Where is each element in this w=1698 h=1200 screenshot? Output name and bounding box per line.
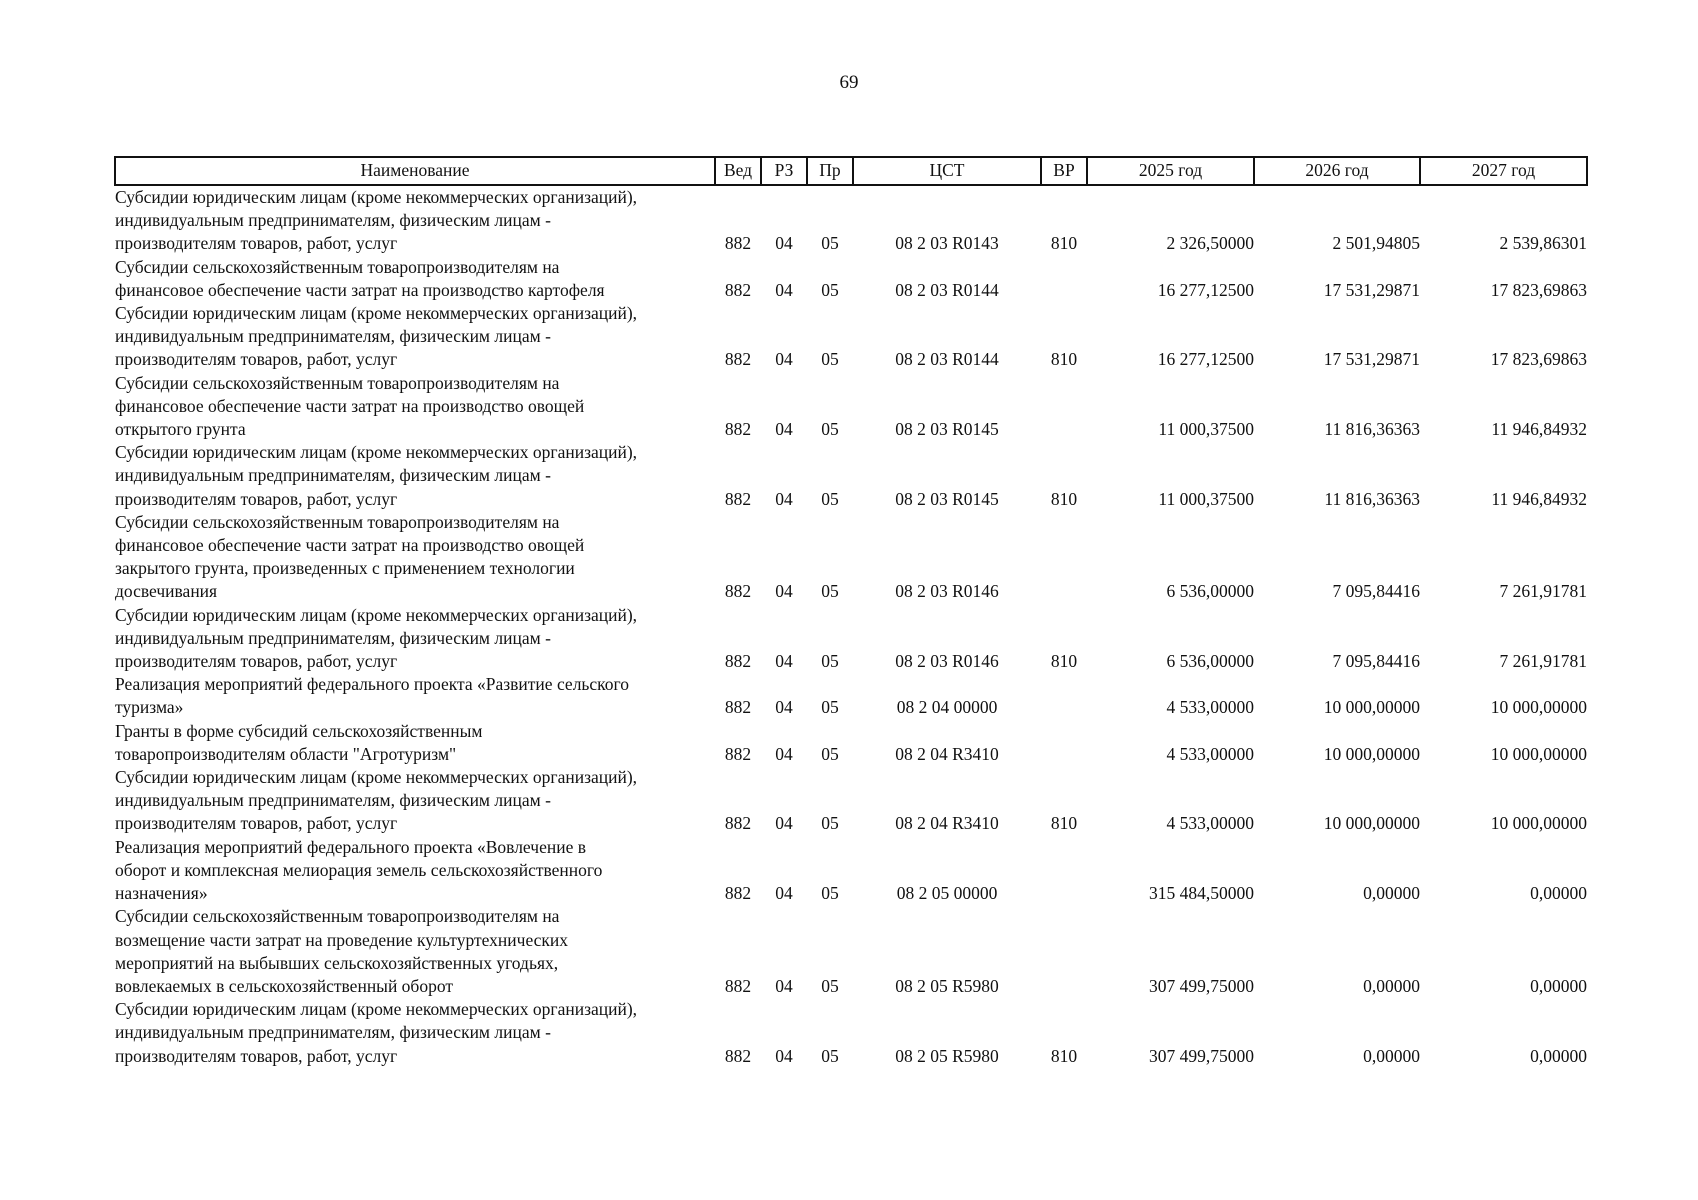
row-name: [115, 998, 715, 1068]
row-name: [115, 673, 715, 719]
table-body: [115, 185, 1587, 1068]
row-name-line: производителям товаров, работ, услуг: [115, 1045, 398, 1066]
row-name: [115, 256, 715, 302]
row-2025: 6 536,00000: [1166, 651, 1254, 672]
row-2026: 2 501,94805: [1332, 233, 1420, 254]
row-pr: 05: [821, 975, 839, 996]
row-name: [115, 604, 715, 674]
row-2027: 0,00000: [1530, 883, 1587, 904]
row-cst: 08 2 04 R3410: [895, 813, 999, 834]
row-pr: 05: [821, 1045, 839, 1066]
row-pr: 05: [821, 883, 839, 904]
row-2027: 7 261,91781: [1499, 581, 1587, 602]
row-name-line: Реализация мероприятий федерального проекта «Вовлечение в: [115, 836, 586, 857]
row-2026: 0,00000: [1363, 883, 1420, 904]
row-name-line: Субсидии юридическим лицам (кроме некоммерческих организаций),: [115, 303, 638, 324]
row-2025: 307 499,75000: [1149, 975, 1254, 996]
row-2026: 7 095,84416: [1332, 581, 1420, 602]
row-name-line: финансовое обеспечение части затрат на производство картофеля: [115, 279, 605, 300]
row-pr: 05: [821, 581, 839, 602]
row-2027: 2 539,86301: [1499, 233, 1587, 254]
row-name-line: финансовое обеспечение части затрат на производство овощей: [115, 535, 585, 556]
header-2026: 2026 год: [1254, 157, 1420, 185]
row-pr: 05: [821, 813, 839, 834]
row-2025: 11 000,37500: [1158, 419, 1254, 440]
row-cst: 08 2 03 R0143: [895, 233, 999, 254]
row-name-line: мероприятий на выбывших сельскохозяйственных угодьях,: [115, 952, 559, 973]
row-ved: 882: [724, 743, 752, 764]
row-2025: 11 000,37500: [1158, 488, 1254, 509]
row-vr: [1041, 256, 1087, 302]
row-rz: 04: [775, 975, 793, 996]
table-row: [115, 720, 1587, 766]
row-name-line: досвечивания: [115, 581, 218, 602]
row-2025: 4 533,00000: [1166, 813, 1254, 834]
row-name-line: Субсидии сельскохозяйственным товаропроизводителям на: [115, 256, 560, 277]
row-2026: 0,00000: [1363, 1045, 1420, 1066]
table-row: [115, 673, 1587, 719]
header-cst: ЦСТ: [853, 157, 1041, 185]
row-name: [115, 302, 715, 372]
row-rz: 04: [775, 581, 793, 602]
row-2027: 0,00000: [1530, 975, 1587, 996]
row-name: [115, 185, 715, 256]
row-name-line: индивидуальным предпринимателям, физическим лицам -: [115, 790, 551, 811]
row-pr: 05: [821, 279, 839, 300]
row-name-line: Субсидии юридическим лицам (кроме некоммерческих организаций),: [115, 999, 638, 1020]
row-rz: 04: [775, 651, 793, 672]
row-2027: 17 823,69863: [1490, 279, 1587, 300]
row-name-line: открытого грунта: [115, 419, 246, 440]
row-name-line: индивидуальным предпринимателям, физическим лицам -: [115, 326, 551, 347]
row-ved: 882: [724, 488, 752, 509]
row-2027: 10 000,00000: [1490, 813, 1587, 834]
row-name-line: Субсидии юридическим лицам (кроме некоммерческих организаций),: [115, 442, 638, 463]
row-pr: 05: [821, 233, 839, 254]
row-cst: 08 2 03 R0144: [895, 349, 999, 370]
row-rz: 04: [775, 233, 793, 254]
row-2027: 10 000,00000: [1490, 697, 1587, 718]
row-vr: 810: [1050, 651, 1078, 672]
row-2026: 10 000,00000: [1323, 743, 1420, 764]
row-vr: [1041, 511, 1087, 604]
table-row: [115, 256, 1587, 302]
row-ved: 882: [724, 1045, 752, 1066]
row-name-line: индивидуальным предпринимателям, физическим лицам -: [115, 465, 551, 486]
row-name: [115, 441, 715, 511]
row-vr: [1041, 372, 1087, 442]
row-cst: 08 2 03 R0144: [895, 279, 999, 300]
table-row: [115, 604, 1587, 674]
row-name-line: Гранты в форме субсидий сельскохозяйственным: [115, 720, 483, 741]
header-name: Наименование: [115, 157, 715, 185]
row-pr: 05: [821, 488, 839, 509]
row-name: [115, 836, 715, 906]
row-name-line: производителям товаров, работ, услуг: [115, 651, 398, 672]
table-row: [115, 441, 1587, 511]
row-ved: 882: [724, 419, 752, 440]
row-2025: 307 499,75000: [1149, 1045, 1254, 1066]
row-name-line: товаропроизводителям области "Агротуризм": [115, 743, 457, 764]
row-vr: 810: [1050, 233, 1078, 254]
header-row: [115, 157, 1587, 185]
row-name-line: Субсидии юридическим лицам (кроме некоммерческих организаций),: [115, 604, 638, 625]
row-2027: 11 946,84932: [1491, 488, 1587, 509]
row-rz: 04: [775, 349, 793, 370]
table-row: [115, 998, 1587, 1068]
row-pr: 05: [821, 651, 839, 672]
row-rz: 04: [775, 697, 793, 718]
row-ved: 882: [724, 975, 752, 996]
row-name-line: Субсидии сельскохозяйственным товаропроизводителям на: [115, 511, 560, 532]
row-2025: 6 536,00000: [1166, 581, 1254, 602]
row-name: [115, 720, 715, 766]
row-pr: 05: [821, 349, 839, 370]
row-vr: [1041, 720, 1087, 766]
row-2025: 2 326,50000: [1166, 233, 1254, 254]
row-name: [115, 372, 715, 442]
row-2027: 0,00000: [1530, 1045, 1587, 1066]
row-ved: 882: [724, 883, 752, 904]
row-vr: 810: [1050, 813, 1078, 834]
row-name-line: производителям товаров, работ, услуг: [115, 233, 398, 254]
row-pr: 05: [821, 697, 839, 718]
row-ved: 882: [724, 697, 752, 718]
row-name-line: производителям товаров, работ, услуг: [115, 488, 398, 509]
row-name-line: назначения»: [115, 883, 208, 904]
row-rz: 04: [775, 419, 793, 440]
row-cst: 08 2 05 00000: [896, 883, 998, 904]
row-2025: 315 484,50000: [1149, 883, 1254, 904]
table-row: [115, 836, 1587, 906]
row-name-line: индивидуальным предпринимателям, физическим лицам -: [115, 210, 551, 231]
row-ved: 882: [724, 651, 752, 672]
row-vr: [1041, 905, 1087, 998]
row-cst: 08 2 04 00000: [896, 697, 998, 718]
row-name-line: финансовое обеспечение части затрат на производство овощей: [115, 395, 585, 416]
header-ved: Вед: [715, 157, 761, 185]
row-2027: 10 000,00000: [1490, 743, 1587, 764]
row-vr: 810: [1050, 349, 1078, 370]
row-name-line: индивидуальным предпринимателям, физическим лицам -: [115, 627, 551, 648]
header-vr: ВР: [1041, 157, 1087, 185]
row-2025: 4 533,00000: [1166, 697, 1254, 718]
row-name-line: оборот и комплексная мелиорация земель сельскохозяйственного: [115, 859, 603, 880]
row-ved: 882: [724, 349, 752, 370]
row-name-line: вовлекаемых в сельскохозяйственный оборот: [115, 975, 454, 996]
row-2027: 7 261,91781: [1499, 651, 1587, 672]
row-name-line: закрытого грунта, произведенных с применением технологии: [115, 558, 575, 579]
row-2026: 11 816,36363: [1324, 488, 1420, 509]
row-2026: 0,00000: [1363, 975, 1420, 996]
row-cst: 08 2 05 R5980: [895, 1045, 999, 1066]
row-cst: 08 2 03 R0145: [895, 488, 999, 509]
row-name: [115, 766, 715, 836]
row-rz: 04: [775, 1045, 793, 1066]
header-rz: РЗ: [761, 157, 807, 185]
row-rz: 04: [775, 813, 793, 834]
row-rz: 04: [775, 488, 793, 509]
row-2026: 7 095,84416: [1332, 651, 1420, 672]
row-2026: 17 531,29871: [1323, 279, 1420, 300]
row-cst: 08 2 03 R0145: [895, 419, 999, 440]
table-row: [115, 905, 1587, 998]
row-name-line: Реализация мероприятий федерального проекта «Развитие сельского: [115, 674, 630, 695]
row-cst: 08 2 03 R0146: [895, 581, 999, 602]
row-name-line: производителям товаров, работ, услуг: [115, 349, 398, 370]
row-2026: 17 531,29871: [1323, 349, 1420, 370]
table-header: [115, 157, 1587, 185]
row-name-line: производителям товаров, работ, услуг: [115, 813, 398, 834]
budget-table: [114, 156, 1588, 1068]
row-ved: 882: [724, 279, 752, 300]
row-2026: 11 816,36363: [1324, 419, 1420, 440]
row-name-line: Субсидии юридическим лицам (кроме некоммерческих организаций),: [115, 767, 638, 788]
row-name-line: туризма»: [115, 697, 184, 718]
row-ved: 882: [724, 233, 752, 254]
row-2025: 16 277,12500: [1157, 349, 1254, 370]
row-name-line: Субсидии юридическим лицам (кроме некоммерческих организаций),: [115, 187, 638, 207]
row-vr: 810: [1050, 1045, 1078, 1066]
row-rz: 04: [775, 279, 793, 300]
row-pr: 05: [821, 419, 839, 440]
table-row: [115, 511, 1587, 604]
table-row: [115, 302, 1587, 372]
row-name-line: индивидуальным предпринимателям, физическим лицам -: [115, 1022, 551, 1043]
page-number: 69: [839, 72, 859, 93]
row-rz: 04: [775, 883, 793, 904]
row-2026: 10 000,00000: [1323, 697, 1420, 718]
header-2025: 2025 год: [1087, 157, 1254, 185]
row-2027: 17 823,69863: [1490, 349, 1587, 370]
table-row: [115, 766, 1587, 836]
row-name-line: Субсидии сельскохозяйственным товаропроизводителям на: [115, 372, 560, 393]
row-2025: 4 533,00000: [1166, 743, 1254, 764]
row-cst: 08 2 04 R3410: [895, 743, 999, 764]
row-rz: 04: [775, 743, 793, 764]
row-vr: [1041, 836, 1087, 906]
row-name: [115, 511, 715, 604]
table-row: [115, 372, 1587, 442]
row-pr: 05: [821, 743, 839, 764]
row-name: [115, 905, 715, 998]
row-name-line: возмещение части затрат на проведение культуртехнических: [115, 929, 569, 950]
row-ved: 882: [724, 581, 752, 602]
row-vr: [1041, 673, 1087, 719]
table-row: [115, 185, 1587, 256]
header-pr: Пр: [807, 157, 853, 185]
row-vr: 810: [1050, 488, 1078, 509]
row-cst: 08 2 03 R0146: [895, 651, 999, 672]
row-2026: 10 000,00000: [1323, 813, 1420, 834]
header-2027: 2027 год: [1420, 157, 1587, 185]
row-2025: 16 277,12500: [1157, 279, 1254, 300]
row-ved: 882: [724, 813, 752, 834]
row-cst: 08 2 05 R5980: [895, 975, 999, 996]
row-2027: 11 946,84932: [1491, 419, 1587, 440]
row-name-line: Субсидии сельскохозяйственным товаропроизводителям на: [115, 906, 560, 927]
